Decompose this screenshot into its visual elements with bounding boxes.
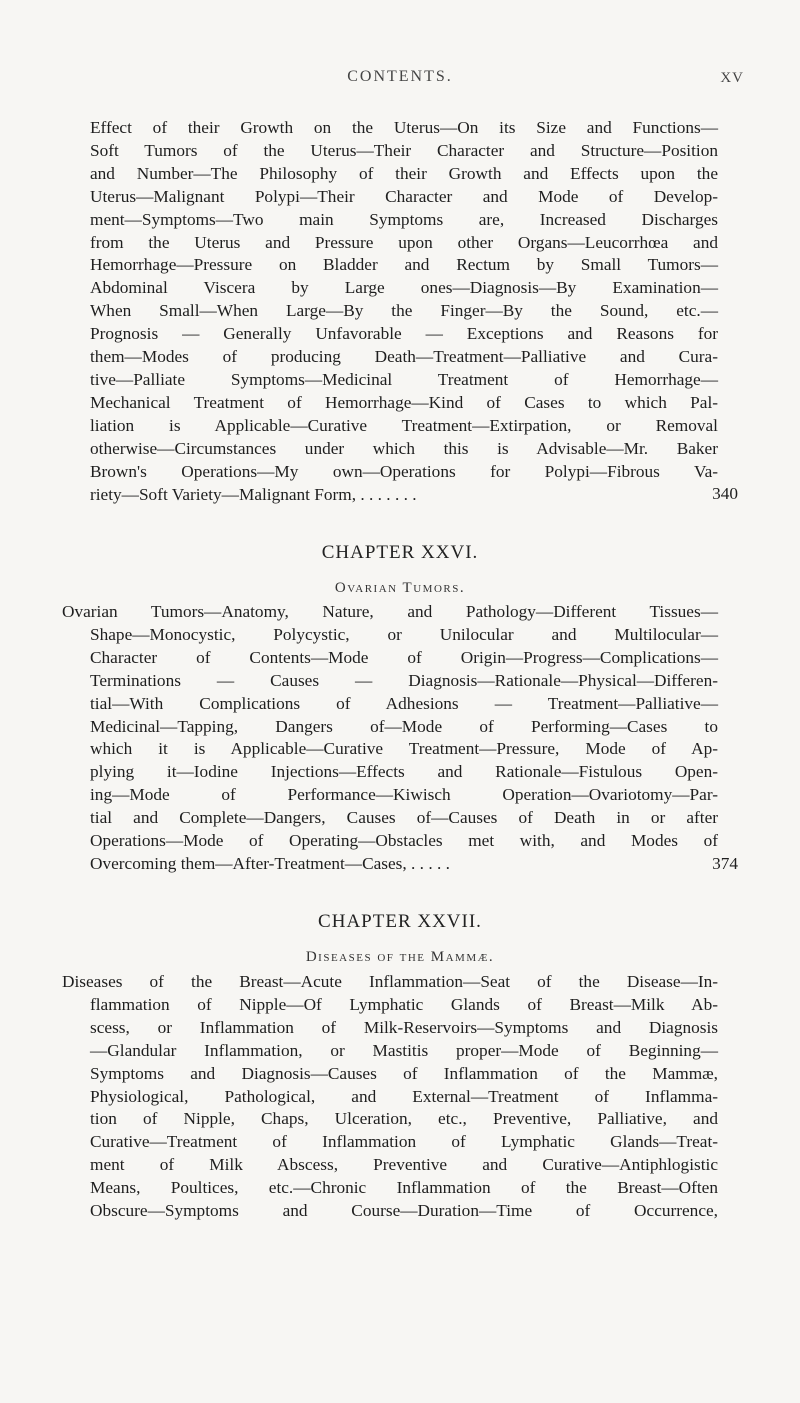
- text-line: Soft Tumors of the Uterus—Their Character and Structure—Position: [90, 140, 718, 160]
- chapter-heading: CHAPTER XXVII.: [318, 911, 482, 932]
- text-line: Physiological, Pathological, and External—Treatment of Inflamma-: [90, 1086, 718, 1106]
- text-line: flammation of Nipple—Of Lymphatic Glands of Breast—Milk Ab-: [90, 994, 718, 1014]
- text-line: Symptoms and Diagnosis—Causes of Inflammation of the Mammæ,: [90, 1063, 718, 1083]
- contents-entry: [62, 971, 718, 1223]
- text-line: Means, Poultices, etc.—Chronic Inflammation of the Breast—Often: [90, 1178, 718, 1198]
- text-line: Obscure—Symptoms and Course—Duration—Time of Occurrence,: [90, 1201, 718, 1221]
- text-line: plying it—Iodine Injections—Effects and Rationale—Fistulous Open-: [90, 762, 718, 782]
- chapter-heading: CHAPTER XXVI.: [321, 542, 479, 563]
- text-line: which it is Applicable—Curative Treatment—Pressure, Mode of Ap-: [90, 739, 718, 759]
- text-line: tion of Nipple, Chaps, Ulceration, etc., Preventive, Palliative, and: [90, 1109, 718, 1129]
- text-line: Ovarian Tumors—Anatomy, Nature, and Pathology—Different Tissues—: [62, 602, 718, 621]
- text-line: Overcoming them—After-Treatment—Cases, . . . . .: [90, 853, 450, 873]
- text-line: Hemorrhage—Pressure on Bladder and Rectum by Small Tumors—: [90, 255, 718, 275]
- text-line: —Glandular Inflammation, or Mastitis proper—Mode of Beginning—: [90, 1040, 718, 1060]
- text-line: Medicinal—Tapping, Dangers of—Mode of Performing—Cases to: [90, 716, 718, 736]
- text-line: ment—Symptoms—Two main Symptoms are, Increased Discharges: [90, 209, 718, 229]
- running-head-title: CONTENTS.: [347, 68, 453, 85]
- text-line: riety—Soft Variety—Malignant Form, . . . . . . .: [90, 484, 417, 504]
- contents-entry: [62, 601, 718, 876]
- text-line: Uterus—Malignant Polypi—Their Character and Mode of Develop-: [90, 186, 718, 206]
- text-line: scess, or Inflammation of Milk-Reservoirs—Symptoms and Diagnosis: [90, 1017, 718, 1037]
- page-numeral: XV: [720, 70, 744, 86]
- text-line: Curative—Treatment of Inflammation of Lymphatic Glands—Treat-: [90, 1132, 718, 1152]
- text-line: liation is Applicable—Curative Treatment—Extirpation, or Removal: [90, 415, 718, 435]
- chapter-subheading: Diseases of the Mammæ.: [305, 949, 495, 965]
- text-line: and Number—The Philosophy of their Growth and Effects upon the: [90, 163, 718, 183]
- text-line: Prognosis — Generally Unfavorable — Exceptions and Reasons for: [90, 324, 718, 344]
- contents-entry-continued: [90, 117, 718, 506]
- text-line: Character of Contents—Mode of Origin—Progress—Complications—: [90, 647, 718, 667]
- text-line: ing—Mode of Performance—Kiwisch Operation—Ovariotomy—Par-: [90, 785, 718, 805]
- text-line: Mechanical Treatment of Hemorrhage—Kind of Cases to which Pal-: [90, 392, 718, 412]
- text-line: ment of Milk Abscess, Preventive and Curative—Antiphlogistic: [90, 1155, 718, 1175]
- chapter-subheading: Ovarian Tumors.: [334, 580, 466, 596]
- text-line: otherwise—Circumstances under which this is Advisable—Mr. Baker: [90, 438, 718, 458]
- text-line: from the Uterus and Pressure upon other Organs—Leucorrhœa and: [90, 232, 718, 252]
- text-line: Shape—Monocystic, Polycystic, or Unilocular and Multilocular—: [90, 624, 718, 644]
- running-head: [0, 68, 800, 92]
- text-line: tial and Complete—Dangers, Causes of—Causes of Death in or after: [90, 808, 718, 828]
- text-line: tial—With Complications of Adhesions — Treatment—Palliative—: [90, 693, 718, 713]
- text-line: Diseases of the Breast—Acute Inflammation—Seat of the Disease—In-: [62, 972, 718, 991]
- text-line: When Small—When Large—By the Finger—By the Sound, etc.—: [90, 301, 718, 321]
- text-line: Terminations — Causes — Diagnosis—Rationale—Physical—Differen-: [90, 670, 718, 690]
- text-line: Effect of their Growth on the Uterus—On its Size and Functions—: [90, 118, 718, 137]
- page-reference: 374: [712, 854, 738, 873]
- page-reference: 340: [712, 484, 738, 503]
- text-line: Operations—Mode of Operating—Obstacles met with, and Modes of: [90, 831, 718, 851]
- text-line: them—Modes of producing Death—Treatment—Palliative and Cura-: [90, 347, 718, 367]
- text-line: tive—Palliate Symptoms—Medicinal Treatment of Hemorrhage—: [90, 369, 718, 389]
- text-line: Abdominal Viscera by Large ones—Diagnosis—By Examination—: [90, 278, 718, 298]
- text-line: Brown's Operations—My own—Operations for Polypi—Fibrous Va-: [90, 461, 718, 481]
